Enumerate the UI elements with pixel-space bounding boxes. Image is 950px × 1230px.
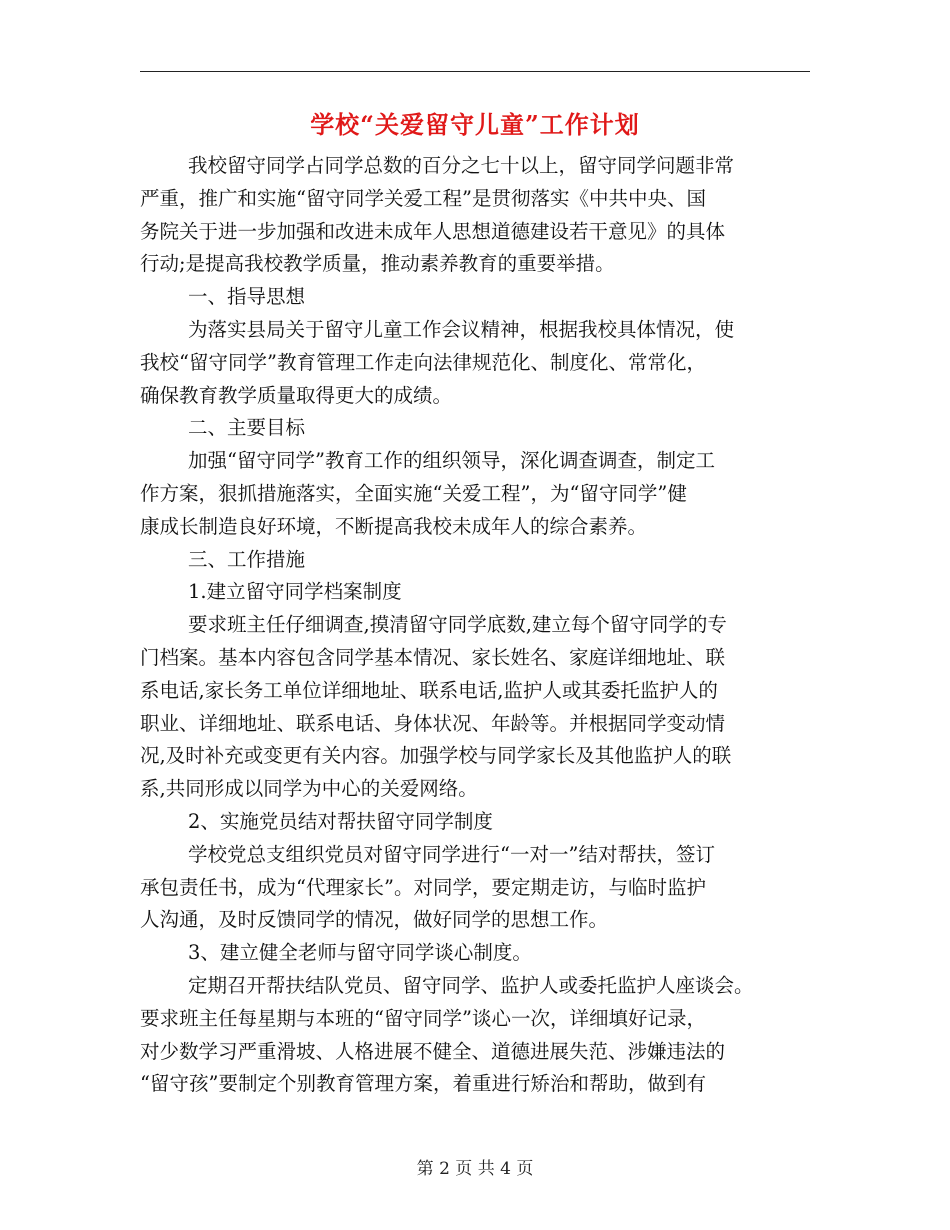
body-line: 严重，推广和实施“留守同学关爱工程”是贯彻落实《中共中央、国 [140, 186, 706, 210]
document-title: 学校“关爱留守儿童”工作计划 [310, 110, 640, 139]
subsection-heading: 2、实施党员结对帮扶留守同学制度 [188, 809, 493, 833]
body-line: 职业、详细地址、联系电话、身体状况、年龄等。并根据同学变动情 [140, 711, 726, 735]
body-line: 加强“留守同学”教育工作的组织领导，深化调查调查，制定工 [188, 449, 715, 473]
body-line: 人沟通，及时反馈同学的情况，做好同学的思想工作。 [140, 908, 609, 932]
body-line: 我校留守同学占同学总数的百分之七十以上，留守同学问题非常 [188, 154, 735, 177]
body-line: 作方案，狠抓措施落实，全面实施“关爱工程”，为“留守同学”健 [140, 481, 687, 505]
body-line: 确保教育教学质量取得更大的成绩。 [140, 383, 453, 407]
body-line: 为落实县局关于留守儿童工作会议精神，根据我校具体情况，使 [188, 317, 735, 341]
body-line: 康成长制造良好环境，不断提高我校未成年人的综合素养。 [140, 514, 648, 538]
header-rule [140, 71, 810, 72]
section-heading: 一、指导思想 [188, 285, 306, 309]
body-line: 系电话,家长务工单位详细地址、联系电话,监护人或其委托监护人的 [140, 678, 718, 702]
body-line: 务院关于进一步加强和改进未成年人思想道德建设若干意见》的具体 [140, 219, 726, 243]
body-line: 门档案。基本内容包含同学基本情况、家长姓名、家庭详细地址、联 [140, 645, 726, 669]
subsection-heading: 1.建立留守同学档案制度 [188, 580, 402, 604]
body-line: 行动;是提高我校教学质量，推动素养教育的重要举措。 [140, 252, 615, 276]
document-body [140, 150, 816, 1101]
subsection-heading: 3、建立健全老师与留守同学谈心制度。 [188, 941, 532, 965]
body-line: “留守孩”要制定个别教育管理方案，着重进行矫治和帮助，做到有 [140, 1072, 706, 1096]
body-line: 承包责任书，成为“代理家长”。对同学，要定期走访，与临时监护 [140, 875, 706, 899]
body-line: 我校“留守同学”教育管理工作走向法律规范化、制度化、常常化， [140, 350, 706, 374]
body-line: 定期召开帮扶结队党员、留守同学、监护人或委托监护人座谈会。 [188, 973, 754, 997]
body-line: 对少数学习严重滑坡、人格进展不健全、道德进展失范、涉嫌违法的 [140, 1039, 726, 1063]
section-heading: 三、工作措施 [188, 547, 306, 571]
section-heading: 二、主要目标 [188, 416, 306, 440]
body-line: 学校党总支组织党员对留守同学进行“一对一”结对帮扶，签订 [188, 842, 715, 866]
body-line: 要求班主任每星期与本班的“留守同学”谈心一次，详细填好记录， [140, 1006, 706, 1030]
page-number-footer: 第 2 页 共 4 页 [416, 1159, 534, 1179]
body-line: 要求班主任仔细调查,摸清留守同学底数,建立每个留守同学的专 [188, 613, 727, 637]
body-line: 系,共同形成以同学为中心的关爱网络。 [140, 777, 478, 801]
body-line: 况,及时补充或变更有关内容。加强学校与同学家长及其他监护人的联 [140, 744, 732, 768]
